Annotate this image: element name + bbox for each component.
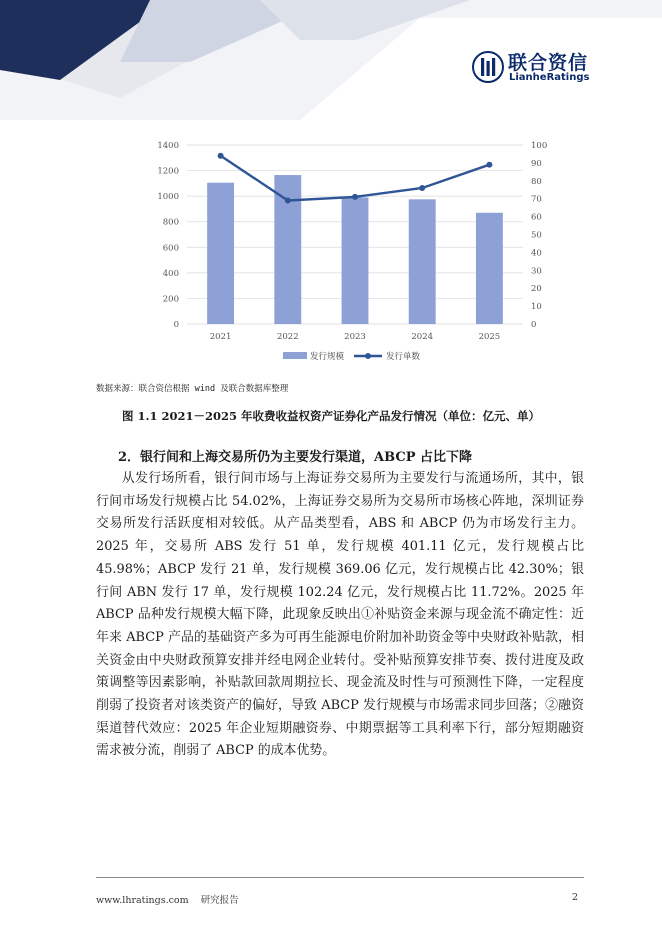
issuance-chart: [140, 132, 560, 372]
y-left-tick-label: 600: [162, 243, 179, 254]
y-left-tick-label: 0: [173, 320, 179, 330]
logo-chinese-name: 联合资信: [508, 52, 589, 74]
y-right-tick-label: 10: [531, 302, 542, 313]
y-right-tick-label: 70: [531, 194, 542, 205]
bar-2021: [207, 183, 234, 324]
y-left-tick-label: 400: [162, 268, 179, 279]
figure-caption: 图 1.1 2021－2025 年收费收益权资产证券化产品发行情况（单位：亿元、单）: [121, 409, 541, 423]
y-right-tick-label: 90: [531, 158, 542, 169]
footer-url: www.lhratings.com: [96, 895, 189, 906]
issuance-chart-svg: [140, 132, 560, 372]
company-logo: [472, 48, 602, 88]
data-source-note: 数据来源：联合资信根据 wind 及联合数据库整理: [96, 384, 289, 394]
line-point-2025: [486, 162, 492, 168]
x-tick-label: 2025: [478, 332, 501, 342]
footer-label: 研究报告: [200, 895, 239, 906]
logo-english-name: LianheRatings: [509, 72, 590, 83]
y-right-tick-label: 60: [531, 212, 542, 223]
bar-2023: [342, 197, 369, 324]
x-tick-label: 2023: [344, 332, 366, 342]
body-paragraph: 从发行场所看，银行间市场与上海证券交易所为主要发行与流通场所，其中，银行间市场发行规模占比 54.02%，上海证券交易所为交易所市场核心阵地，深圳证券交易所发行活跃度相对较低。从产品类型看，ABS 和 ABCP 仍为市场发行主力。2025 年，交易所 ABS 发行 51 单，发行规模 401.11 亿元，发行规模占比 45.98%；ABCP 发行 21 单，发行规模 369.06 亿元，发行规模占比 42.30%；银行间 ABN 发行 17 单，发行规模 102.24 亿元，发行规模占比 11.72%。2025 年 ABCP 品种发行规模大幅下降，此现象反映出①补贴资金来源与现金流不确定性：近年来 ABCP 产品的基础资产多为可再生能源电价附加补助资金等中央财政补贴款，相关资金由中央财政预算安排并经电网企业转付。受补贴预算安排节奏、拨付进度及政策调整等因素影响，补贴款回款周期拉长、现金流及时性与可预测性下降，一定程度削弱了投资者对该类资产的偏好，导致 ABCP 发行规模与市场需求同步回落；②融资渠道替代效应：2025 年企业短期融资券、中期票据等工具利率下行，部分短期融资需求被分流，削弱了 ABCP 的成本优势。: [96, 471, 584, 759]
y-left-tick-label: 1400: [157, 141, 179, 151]
y-left-tick-label: 800: [162, 217, 179, 228]
legend-marker-line: [365, 353, 371, 359]
line-point-2021: [218, 153, 224, 159]
footer-info: [96, 892, 239, 906]
line-point-2024: [419, 185, 425, 191]
y-right-tick-label: 80: [531, 176, 542, 187]
x-tick-label: 2024: [411, 332, 434, 342]
legend-label-line: 发行单数: [386, 352, 421, 362]
y-right-tick-label: 30: [531, 266, 542, 277]
bar-2022: [274, 175, 301, 324]
line-point-2023: [352, 194, 358, 200]
y-left-tick-label: 200: [162, 294, 179, 305]
x-tick-label: 2022: [276, 332, 299, 342]
y-right-tick-label: 40: [531, 248, 542, 259]
y-right-tick-label: 100: [531, 141, 548, 151]
y-right-tick-label: 0: [531, 320, 537, 330]
body-text: [96, 468, 584, 763]
x-tick-label: 2021: [209, 332, 232, 342]
bar-2025: [476, 213, 503, 324]
bar-2024: [409, 199, 436, 324]
footer-divider: [96, 877, 584, 878]
logo-mark-icon: [472, 51, 504, 83]
legend-label-bar: 发行规模: [310, 352, 345, 362]
y-left-tick-label: 1200: [157, 166, 179, 177]
page-number: 2: [572, 892, 579, 903]
y-right-tick-label: 20: [531, 284, 542, 295]
y-right-tick-label: 50: [531, 230, 542, 241]
line-point-2022: [285, 197, 291, 203]
legend-swatch-bar: [283, 352, 307, 359]
line-series-path: [221, 156, 490, 201]
y-left-tick-label: 1000: [157, 192, 179, 203]
section-title: 2．银行间和上海交易所仍为主要发行渠道，ABCP 占比下降: [118, 450, 473, 465]
